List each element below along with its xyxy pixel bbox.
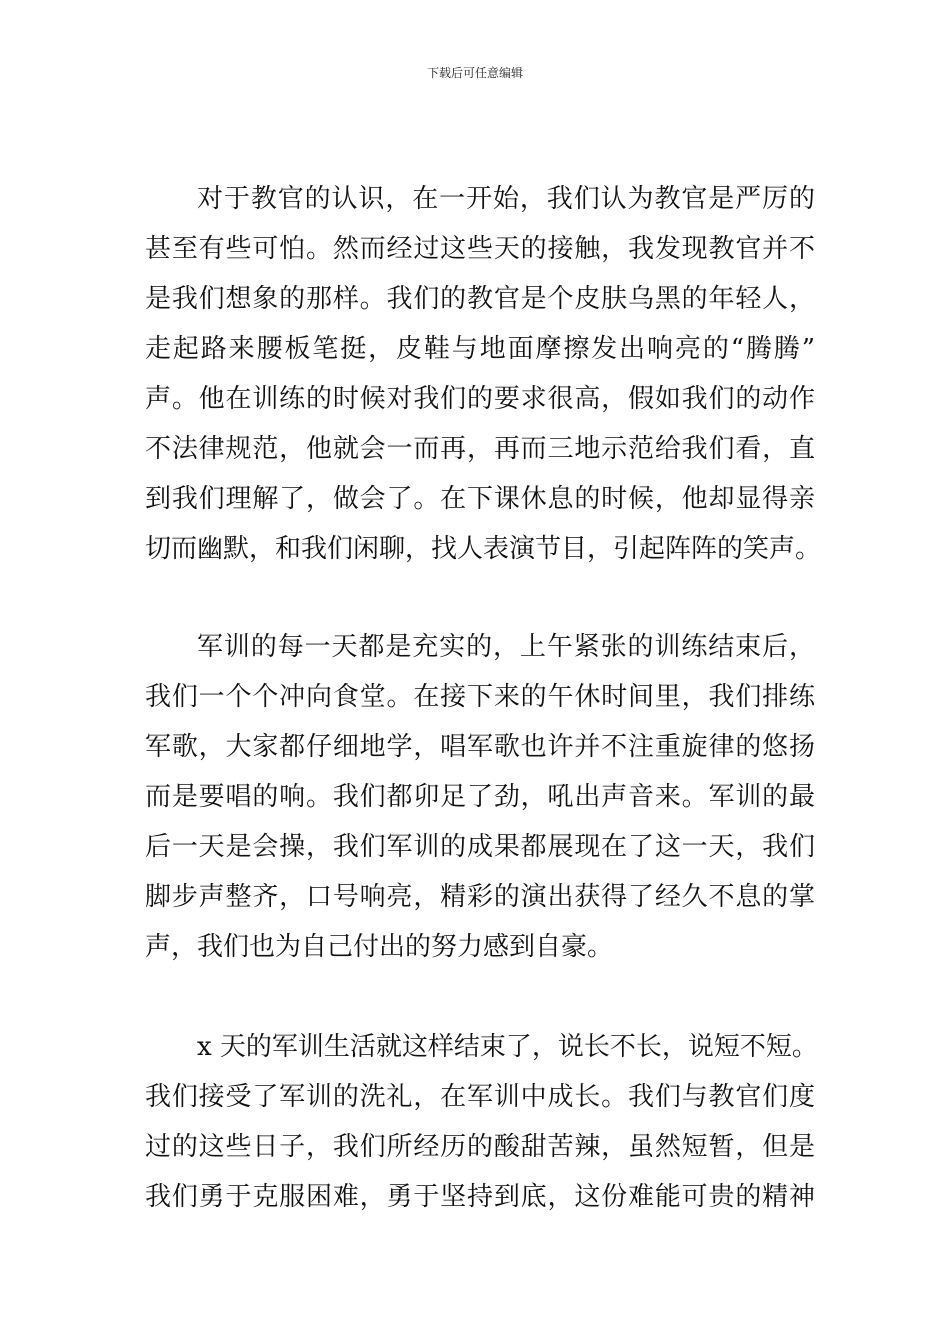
text-line: 军训的每一天都是充实的，上午紧张的训练结束后，	[197, 632, 815, 662]
text-line: 后一天是会操，我们军训的成果都展现在了这一天，我们	[145, 832, 815, 862]
paragraph-instructor	[145, 174, 822, 574]
text-line: 声，我们也为自己付出的努力感到自豪。	[145, 932, 614, 962]
text-line: 是我们想象的那样。我们的教官是个皮肤乌黑的年轻人，	[145, 284, 815, 314]
text-line: 甚至有些可怕。然而经过这些天的接触，我发现教官并不	[145, 234, 815, 264]
text-line: 过的这些日子，我们所经历的酸甜苦辣，虽然短暂，但是	[145, 1132, 815, 1162]
text-line: 脚步声整齐，口号响亮，精彩的演出获得了经久不息的掌	[145, 882, 815, 912]
text-line: x 天的军训生活就这样结束了，说长不长，说短不短。	[197, 1032, 818, 1062]
text-line: 我们接受了军训的洗礼，在军训中成长。我们与教官们度	[145, 1082, 815, 1112]
text-line: 对于教官的认识，在一开始，我们认为教官是严厉的	[197, 184, 815, 214]
text-line: 而是要唱的响。我们都卯足了劲，吼出声音来。军训的最	[145, 782, 815, 812]
paragraph-daily-training	[145, 622, 815, 972]
text-line: 军歌，大家都仔细地学，唱军歌也许并不注重旋律的悠扬	[145, 732, 815, 762]
text-line: 走起路来腰板笔挺，皮鞋与地面摩擦发出响亮的“腾腾”	[145, 334, 815, 364]
page-header: 下载后可任意编辑	[426, 66, 523, 80]
text-line: 不法律规范，他就会一而再，再而三地示范给我们看，直	[145, 434, 815, 464]
text-line: 我们勇于克服困难，勇于坚持到底，这份难能可贵的精神	[145, 1182, 815, 1212]
paragraph-conclusion	[145, 1022, 818, 1222]
text-line: 我们一个个冲向食堂。在接下来的午休时间里，我们排练	[145, 682, 815, 712]
text-line: 声。他在训练的时候对我们的要求很高，假如我们的动作	[145, 384, 815, 414]
text-line: 切而幽默，和我们闲聊，找人表演节目，引起阵阵的笑声。	[145, 534, 822, 564]
text-line: 到我们理解了，做会了。在下课休息的时候，他却显得亲	[145, 484, 815, 514]
